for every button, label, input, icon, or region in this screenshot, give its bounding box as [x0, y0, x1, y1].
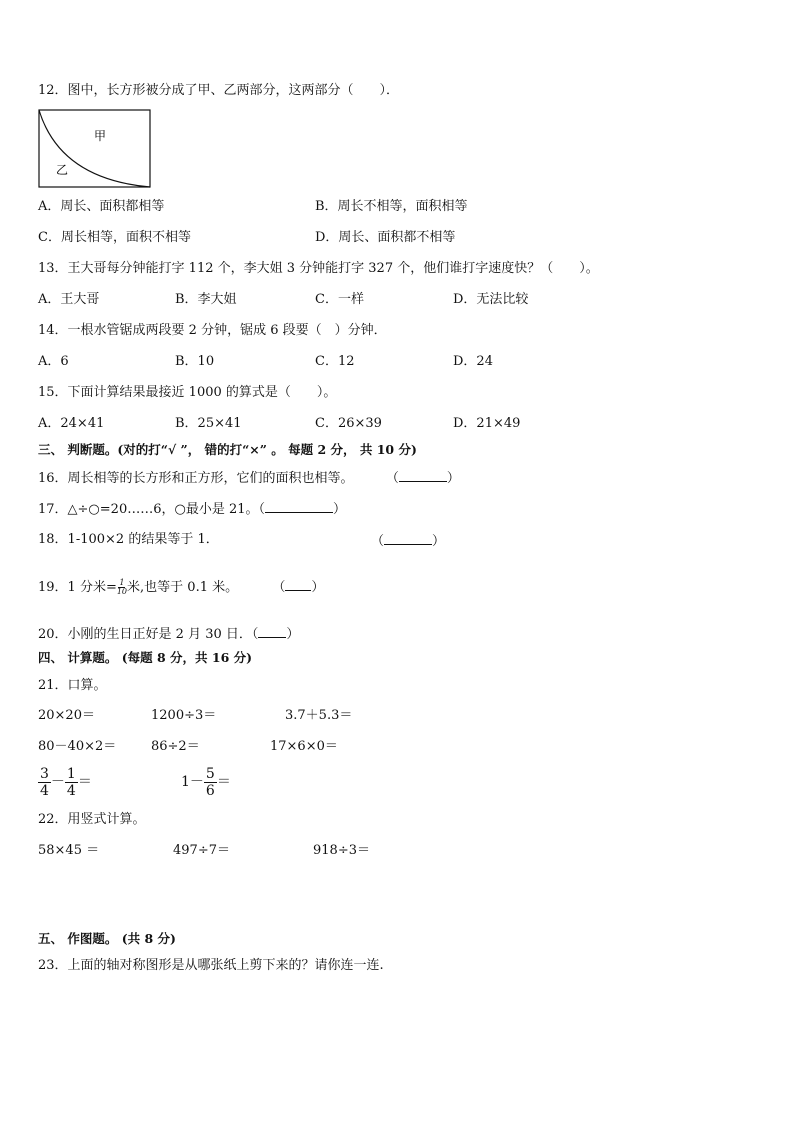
q21-fraction-expression-a — [38, 764, 92, 800]
q12-option-d[interactable]: D．周长、面积都不相等 — [315, 230, 456, 245]
q16-line — [38, 469, 460, 487]
q18-answer — [371, 532, 445, 550]
q22-item-1: 58×45 ＝ — [38, 843, 100, 858]
q14-option-a[interactable]: A．6 — [38, 354, 69, 369]
q23-stem: 23．上面的轴对称图形是从哪张纸上剪下来的？请你连一连. — [38, 958, 384, 973]
q21-frac-a-den2: 4 — [66, 782, 76, 799]
q13-option-d[interactable]: D．无法比较 — [453, 292, 529, 307]
q19-answer-blank[interactable] — [285, 578, 311, 591]
q15-stem: 15．下面计算结果最接近 1000 的算式是（ ）。 — [38, 385, 337, 400]
q17-open-paren: （ — [258, 502, 266, 517]
section-4-title: 四、 计算题。 (每题 8 分，共 16 分) — [38, 650, 253, 665]
q19-close-paren: ） — [311, 580, 325, 595]
q19-fraction-denominator: 10 — [116, 587, 128, 596]
q18-stem: 18．1-100×2 的结果等于 1． — [38, 532, 219, 547]
q15-option-d[interactable]: D．21×49 — [453, 416, 521, 431]
q17-answer-blank[interactable] — [265, 500, 333, 513]
q22-item-3: 918÷3＝ — [313, 843, 370, 858]
q20-close-paren: ） — [286, 627, 300, 642]
q21-item-6: 17×6×0＝ — [270, 739, 338, 754]
q12-label-yi: 乙 — [56, 163, 69, 177]
q13-stem: 13．王大哥每分钟能打字 112 个，李大姐 3 分钟能打字 327 个，他们谁打字速度快？（ ）。 — [38, 261, 599, 276]
q18-open-paren: （ — [371, 534, 385, 549]
q22-item-2: 497÷7＝ — [173, 843, 230, 858]
q19-fraction — [117, 579, 127, 596]
q21-frac-b-num: 5 — [205, 765, 215, 782]
q18-answer-blank[interactable] — [384, 532, 432, 545]
q16-open-paren: （ — [385, 471, 399, 486]
q19-fraction-numerator: 1 — [119, 578, 125, 587]
q14-stem: 14．一根水管锯成两段要 2 分钟，锯成 6 段要（ ）分钟． — [38, 323, 387, 338]
q21-frac-a-num1: 3 — [40, 765, 49, 782]
q13-option-c[interactable]: C．一样 — [315, 292, 364, 307]
q21-frac-b-den: 6 — [205, 782, 215, 799]
q21-item-2: 1200÷3＝ — [151, 708, 217, 723]
q20-open-paren: （ — [251, 627, 259, 642]
q20-stem: 20．小刚的生日正好是 2 月 30 日． — [38, 627, 252, 642]
q17-stem: 17．△÷○=20……6，○最小是 21。 — [38, 502, 259, 517]
q14-option-b[interactable]: B．10 — [175, 354, 215, 369]
q19-stem-post: 米,也等于 0.1 米。 — [127, 580, 239, 595]
q21-frac-b-fraction — [204, 766, 217, 799]
q12-option-a[interactable]: A．周长、面积都相等 — [38, 199, 165, 214]
q20-answer-blank[interactable] — [258, 625, 286, 638]
q21-frac-a-equals: ＝ — [77, 774, 92, 790]
section-5-title: 五、 作图题。 (共 8 分) — [38, 931, 176, 946]
q21-item-4: 80－40×2＝ — [38, 739, 117, 754]
q21-fraction-expression-b — [181, 764, 231, 800]
q19-line — [38, 578, 324, 598]
q21-stem: 21．口算。 — [38, 678, 107, 693]
q21-frac-a-den1: 4 — [40, 782, 49, 799]
q13-option-a[interactable]: A．王大哥 — [38, 292, 100, 307]
q15-option-b[interactable]: B．25×41 — [175, 416, 242, 431]
q16-answer-blank[interactable] — [399, 469, 447, 482]
q21-frac-b-prefix: 1－ — [181, 774, 204, 790]
q12-option-b[interactable]: B．周长不相等，面积相等 — [315, 199, 468, 214]
q21-frac-a-second — [65, 766, 78, 799]
q12-label-jia: 甲 — [94, 129, 107, 143]
q15-option-a[interactable]: A．24×41 — [38, 416, 105, 431]
q21-item-3: 3.7＋5.3＝ — [285, 708, 353, 723]
q16-close-paren: ） — [446, 471, 460, 486]
q16-stem: 16．周长相等的长方形和正方形，它们的面积也相等。 — [38, 471, 354, 486]
q15-option-c[interactable]: C．26×39 — [315, 416, 382, 431]
q21-frac-b-equals: ＝ — [216, 774, 231, 790]
q12-stem: 12．图中，长方形被分成了甲、乙两部分，这两部分（ ）． — [38, 83, 400, 98]
q21-frac-a-first — [38, 766, 51, 799]
q21-frac-a-num2: 1 — [66, 765, 76, 782]
q21-item-1: 20×20＝ — [38, 708, 95, 723]
section-3-title: 三、 判断题。(对的打“√ ”， 错的打“×” 。 每题 2 分， 共 10 分) — [38, 442, 417, 457]
q20-line — [38, 625, 299, 643]
q19-open-paren: （ — [272, 580, 286, 595]
q17-line — [38, 500, 346, 518]
q21-item-5: 86÷2＝ — [151, 739, 200, 754]
q12-option-c[interactable]: C．周长相等，面积不相等 — [38, 230, 191, 245]
q17-close-paren: ） — [333, 502, 347, 517]
q12-rectangle-figure — [38, 109, 152, 189]
q22-stem: 22．用竖式计算。 — [38, 812, 146, 827]
q13-option-b[interactable]: B．李大姐 — [175, 292, 237, 307]
q14-option-c[interactable]: C．12 — [315, 354, 355, 369]
q21-frac-a-operator: － — [50, 774, 65, 790]
q19-stem-pre: 19．1 分米= — [38, 580, 117, 595]
q18-close-paren: ） — [432, 534, 446, 549]
q14-option-d[interactable]: D．24 — [453, 354, 493, 369]
